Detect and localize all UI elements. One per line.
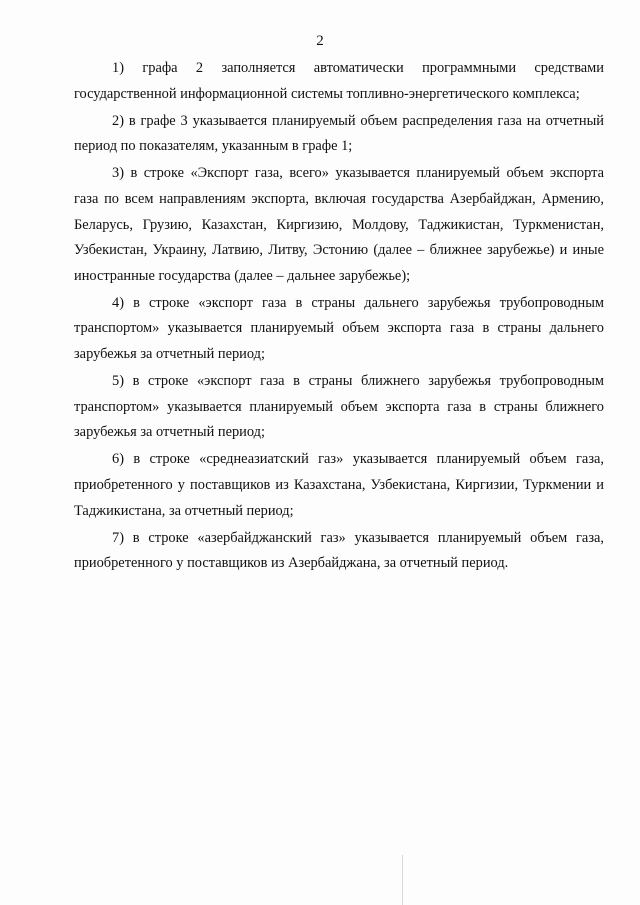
paragraph-1: 1) графа 2 заполняется автоматически программными средствами государственной информационной системы топливно-энергетического комплекса; xyxy=(74,60,604,102)
paragraph-7: 7) в строке «азербайджанский газ» указывается планируемый объем газа, приобретенного у поставщиков из Азербайджана, за отчетный период. xyxy=(74,529,604,572)
paragraph-6: 6) в строке «среднеазиатский газ» указывается планируемый объем газа, приобретенного у поставщиков из Казахстана, Узбекистана, Киргизии, Туркмении и Таджикистана, за отчетный период; xyxy=(74,451,604,519)
document-body xyxy=(74,56,604,578)
scan-edge-mark xyxy=(402,855,403,905)
paragraph-3: 3) в строке «Экспорт газа, всего» указывается планируемый объем экспорта газа по всем направлениям экспорта, включая государства Азербайджан, Армению, Беларусь, Грузию, Казахстан, Киргизию, Молдову, Таджикистан, Туркменистан, Узбекистан, Украину, Латвию, Литву, Эстонию (далее – ближнее зарубежье) и иные иностранные государства (далее – дальнее зарубежье); xyxy=(74,165,604,284)
page-number: 2 xyxy=(316,33,324,49)
paragraph-5: 5) в строке «экспорт газа в страны ближнего зарубежья трубопроводным транспортом» указывается планируемый объем экспорта газа в страны ближнего зарубежья за отчетный период; xyxy=(74,373,604,441)
paragraph-2: 2) в графе 3 указывается планируемый объем распределения газа на отчетный период по показателям, указанным в графе 1; xyxy=(74,112,604,155)
paragraph-4: 4) в строке «экспорт газа в страны дальнего зарубежья трубопроводным транспортом» указывается планируемый объем экспорта газа в страны дальнего зарубежья за отчетный период; xyxy=(74,294,604,363)
